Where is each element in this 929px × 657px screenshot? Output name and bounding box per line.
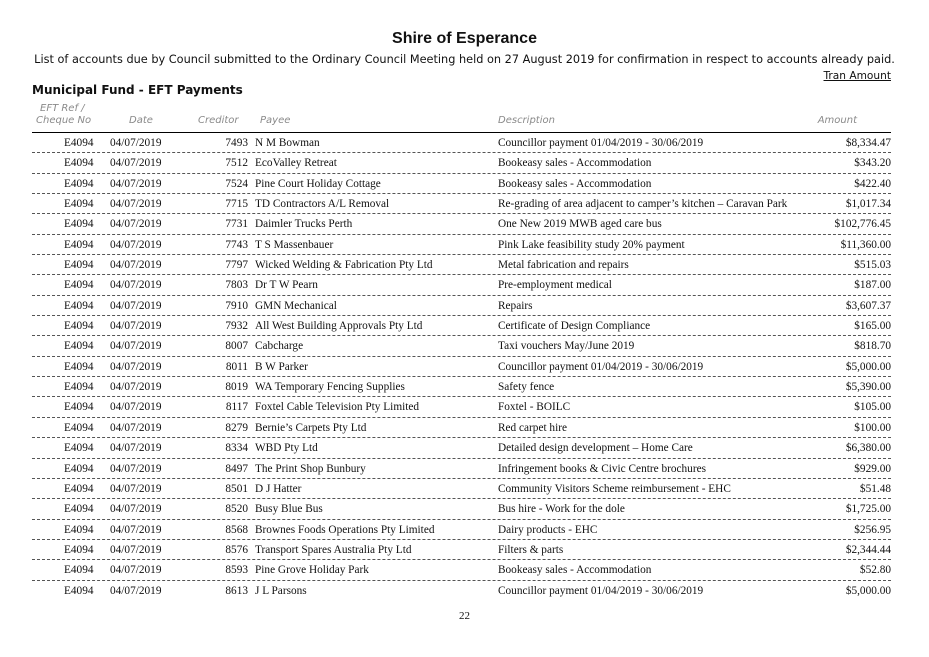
cell-ref: E4094 xyxy=(64,198,94,211)
cell-amount: $5,000.00 xyxy=(845,584,891,597)
cell-payee: Transport Spares Australia Pty Ltd xyxy=(255,543,412,556)
cell-payee: All West Building Approvals Pty Ltd xyxy=(255,320,423,333)
cell-description: Taxi vouchers May/June 2019 xyxy=(498,340,635,353)
cell-creditor: 8576 xyxy=(225,543,248,556)
cell-amount: $11,360.00 xyxy=(840,238,891,251)
cell-ref: E4094 xyxy=(64,320,94,333)
payments-table xyxy=(0,133,929,601)
cell-date: 04/07/2019 xyxy=(110,401,162,414)
cell-description: Councillor payment 01/04/2019 - 30/06/2019 xyxy=(498,584,704,597)
cell-amount: $929.00 xyxy=(854,462,891,475)
cell-description: Pink Lake feasibility study 20% payment xyxy=(498,238,685,251)
cell-date: 04/07/2019 xyxy=(110,381,162,394)
cell-ref: E4094 xyxy=(64,137,94,149)
cell-ref: E4094 xyxy=(64,421,94,434)
table-row xyxy=(0,520,929,540)
table-row xyxy=(0,235,929,255)
cell-date: 04/07/2019 xyxy=(110,259,162,272)
table-row xyxy=(0,377,929,397)
cell-date: 04/07/2019 xyxy=(110,238,162,251)
table-row xyxy=(0,194,929,214)
page-title: Shire of Esperance xyxy=(392,30,537,47)
cell-ref: E4094 xyxy=(64,523,94,536)
cell-payee: D J Hatter xyxy=(255,482,302,495)
cell-description: Repairs xyxy=(498,299,533,312)
table-row xyxy=(0,540,929,560)
table-row xyxy=(0,560,929,580)
page-number: 22 xyxy=(459,610,470,622)
cell-ref: E4094 xyxy=(64,299,94,312)
cell-description: Certificate of Design Compliance xyxy=(498,320,651,333)
fund-heading: Municipal Fund - EFT Payments xyxy=(32,83,243,97)
cell-description: Infringement books & Civic Centre brochures xyxy=(498,462,706,475)
cell-description: Re-grading of area adjacent to camper’s kitchen – Caravan Park xyxy=(498,198,788,211)
cell-date: 04/07/2019 xyxy=(110,198,162,211)
cell-payee: The Print Shop Bunbury xyxy=(255,462,366,475)
col-header-date: Date xyxy=(129,115,153,126)
cell-creditor: 8520 xyxy=(225,503,248,516)
cell-creditor: 7493 xyxy=(225,137,248,149)
table-row xyxy=(0,499,929,519)
cell-amount: $422.40 xyxy=(854,177,891,190)
cell-amount: $515.03 xyxy=(854,259,891,272)
cell-payee: GMN Mechanical xyxy=(255,299,337,312)
cell-date: 04/07/2019 xyxy=(110,442,162,455)
cell-ref: E4094 xyxy=(64,401,94,414)
cell-payee: Cabcharge xyxy=(255,340,304,353)
cell-payee: Pine Grove Holiday Park xyxy=(255,564,369,577)
col-header-description: Description xyxy=(498,115,555,126)
cell-description: Red carpet hire xyxy=(498,421,568,434)
cell-description: Councillor payment 01/04/2019 - 30/06/2019 xyxy=(498,137,704,149)
cell-ref: E4094 xyxy=(64,503,94,516)
cell-payee: N M Bowman xyxy=(255,137,320,149)
table-row xyxy=(0,133,929,153)
cell-date: 04/07/2019 xyxy=(110,360,162,373)
cell-creditor: 7524 xyxy=(225,177,248,190)
cell-payee: TD Contractors A/L Removal xyxy=(255,198,390,211)
page-subtitle: List of accounts due by Council submitted to the Ordinary Council Meeting held on 27 August 2019 for confirmation in respect to accounts already paid. xyxy=(34,53,895,66)
cell-date: 04/07/2019 xyxy=(110,421,162,434)
cell-amount: $3,607.37 xyxy=(845,299,891,312)
col-header-ref-line1: EFT Ref / xyxy=(40,103,85,114)
cell-creditor: 7512 xyxy=(225,157,248,170)
cell-payee: Busy Blue Bus xyxy=(255,503,323,516)
table-row xyxy=(0,316,929,336)
cell-amount: $256.95 xyxy=(854,523,891,536)
cell-date: 04/07/2019 xyxy=(110,177,162,190)
cell-amount: $5,390.00 xyxy=(845,381,891,394)
cell-description: Community Visitors Scheme reimbursement - EHC xyxy=(498,482,731,495)
cell-ref: E4094 xyxy=(64,543,94,556)
cell-creditor: 8497 xyxy=(225,462,248,475)
cell-amount: $100.00 xyxy=(854,421,891,434)
cell-creditor: 8613 xyxy=(225,584,248,597)
cell-amount: $187.00 xyxy=(854,279,891,292)
cell-description: Foxtel - BOILC xyxy=(498,401,571,414)
cell-description: Safety fence xyxy=(498,381,555,394)
table-row xyxy=(0,153,929,173)
cell-payee: B W Parker xyxy=(255,360,308,373)
cell-ref: E4094 xyxy=(64,442,94,455)
cell-creditor: 8568 xyxy=(225,523,248,536)
cell-ref: E4094 xyxy=(64,279,94,292)
cell-payee: Foxtel Cable Television Pty Limited xyxy=(255,401,420,414)
cell-creditor: 7803 xyxy=(225,279,248,292)
table-row xyxy=(0,255,929,275)
cell-creditor: 7932 xyxy=(225,320,248,333)
cell-date: 04/07/2019 xyxy=(110,503,162,516)
cell-description: Detailed design development – Home Care xyxy=(498,442,693,455)
cell-description: Dairy products - EHC xyxy=(498,523,598,536)
cell-creditor: 8019 xyxy=(225,381,248,394)
table-row xyxy=(0,438,929,458)
cell-payee: Pine Court Holiday Cottage xyxy=(255,177,381,190)
cell-amount: $52.80 xyxy=(859,564,891,577)
table-row xyxy=(0,418,929,438)
cell-creditor: 8501 xyxy=(225,482,248,495)
cell-ref: E4094 xyxy=(64,482,94,495)
cell-date: 04/07/2019 xyxy=(110,218,162,231)
cell-description: Bookeasy sales - Accommodation xyxy=(498,177,652,190)
col-header-payee: Payee xyxy=(260,115,291,126)
cell-payee: Bernie’s Carpets Pty Ltd xyxy=(255,421,367,434)
cell-creditor: 7731 xyxy=(225,218,248,231)
col-header-amount: Amount xyxy=(817,115,857,126)
cell-amount: $818.70 xyxy=(854,340,891,353)
cell-payee: WA Temporary Fencing Supplies xyxy=(255,381,405,394)
cell-creditor: 8334 xyxy=(225,442,248,455)
cell-date: 04/07/2019 xyxy=(110,320,162,333)
col-header-creditor: Creditor xyxy=(198,115,239,126)
table-row xyxy=(0,296,929,316)
cell-ref: E4094 xyxy=(64,259,94,272)
cell-payee: EcoValley Retreat xyxy=(255,157,337,170)
cell-payee: Wicked Welding & Fabrication Pty Ltd xyxy=(255,259,433,272)
table-row xyxy=(0,459,929,479)
cell-ref: E4094 xyxy=(64,360,94,373)
cell-payee: Daimler Trucks Perth xyxy=(255,218,353,231)
cell-payee: J L Parsons xyxy=(255,584,307,597)
cell-description: Bus hire - Work for the dole xyxy=(498,503,625,516)
table-row xyxy=(0,479,929,499)
cell-payee: WBD Pty Ltd xyxy=(255,442,318,455)
cell-creditor: 7797 xyxy=(225,259,248,272)
cell-date: 04/07/2019 xyxy=(110,564,162,577)
cell-amount: $102,776.45 xyxy=(834,218,891,231)
col-header-ref-line2: Cheque No xyxy=(36,115,92,126)
cell-date: 04/07/2019 xyxy=(110,523,162,536)
cell-creditor: 8007 xyxy=(225,340,248,353)
table-row xyxy=(0,336,929,356)
cell-creditor: 8117 xyxy=(225,401,248,414)
cell-creditor: 8279 xyxy=(225,421,248,434)
cell-date: 04/07/2019 xyxy=(110,482,162,495)
table-row xyxy=(0,174,929,194)
cell-date: 04/07/2019 xyxy=(110,157,162,170)
cell-ref: E4094 xyxy=(64,584,94,597)
cell-date: 04/07/2019 xyxy=(110,584,162,597)
cell-date: 04/07/2019 xyxy=(110,462,162,475)
cell-creditor: 8593 xyxy=(225,564,248,577)
cell-amount: $5,000.00 xyxy=(845,360,891,373)
cell-creditor: 8011 xyxy=(225,360,248,373)
cell-ref: E4094 xyxy=(64,238,94,251)
cell-date: 04/07/2019 xyxy=(110,299,162,312)
cell-payee: T S Massenbauer xyxy=(255,238,334,251)
cell-date: 04/07/2019 xyxy=(110,137,162,149)
table-row xyxy=(0,581,929,601)
cell-date: 04/07/2019 xyxy=(110,279,162,292)
cell-creditor: 7743 xyxy=(225,238,248,251)
cell-amount: $8,334.47 xyxy=(845,137,891,149)
cell-amount: $6,380.00 xyxy=(845,442,891,455)
table-row xyxy=(0,397,929,417)
cell-description: One New 2019 MWB aged care bus xyxy=(498,218,662,231)
cell-description: Bookeasy sales - Accommodation xyxy=(498,157,652,170)
table-row xyxy=(0,275,929,295)
cell-description: Bookeasy sales - Accommodation xyxy=(498,564,652,577)
cell-description: Pre-employment medical xyxy=(498,279,612,292)
cell-creditor: 7715 xyxy=(225,198,248,211)
cell-amount: $51.48 xyxy=(859,482,891,495)
cell-date: 04/07/2019 xyxy=(110,543,162,556)
cell-description: Filters & parts xyxy=(498,543,564,556)
cell-amount: $165.00 xyxy=(854,320,891,333)
cell-description: Councillor payment 01/04/2019 - 30/06/2019 xyxy=(498,360,704,373)
cell-ref: E4094 xyxy=(64,462,94,475)
table-row xyxy=(0,214,929,234)
tran-amount-label: Tran Amount xyxy=(823,70,891,82)
cell-ref: E4094 xyxy=(64,340,94,353)
cell-ref: E4094 xyxy=(64,564,94,577)
cell-amount: $1,017.34 xyxy=(845,198,891,211)
cell-ref: E4094 xyxy=(64,218,94,231)
cell-payee: Brownes Foods Operations Pty Limited xyxy=(255,523,435,536)
cell-date: 04/07/2019 xyxy=(110,340,162,353)
cell-amount: $2,344.44 xyxy=(845,543,891,556)
cell-payee: Dr T W Pearn xyxy=(255,279,318,292)
cell-ref: E4094 xyxy=(64,381,94,394)
cell-amount: $105.00 xyxy=(854,401,891,414)
cell-description: Metal fabrication and repairs xyxy=(498,259,629,272)
cell-ref: E4094 xyxy=(64,177,94,190)
cell-amount: $1,725.00 xyxy=(845,503,891,516)
cell-ref: E4094 xyxy=(64,157,94,170)
cell-creditor: 7910 xyxy=(225,299,248,312)
table-row xyxy=(0,357,929,377)
cell-amount: $343.20 xyxy=(854,157,891,170)
